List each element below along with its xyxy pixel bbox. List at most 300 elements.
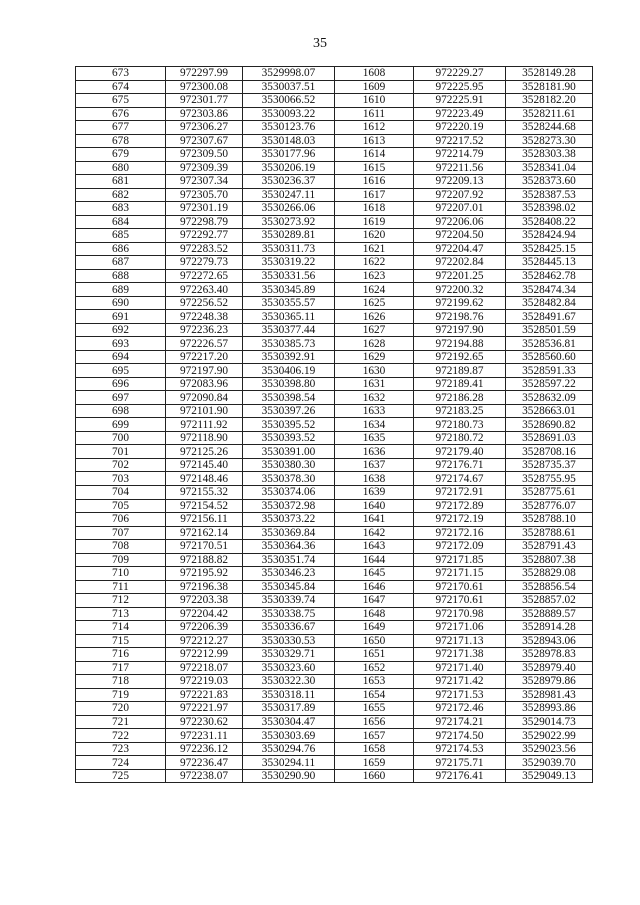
table-row [76,283,593,297]
x-coordinate-right-cell: 972207.92 [414,188,506,202]
point-number-right-cell: 1636 [335,445,414,459]
table-row [76,364,593,378]
y-coordinate-left-cell: 3530336.67 [243,621,335,635]
x-coordinate-right-cell: 972199.62 [414,296,506,310]
x-coordinate-right-cell: 972209.13 [414,175,506,189]
point-number-left-cell: 700 [76,431,166,445]
point-number-right-cell: 1610 [335,94,414,108]
point-number-left-cell: 676 [76,107,166,121]
point-number-left-cell: 712 [76,594,166,608]
point-number-right-cell: 1641 [335,513,414,527]
point-number-left-cell: 723 [76,742,166,756]
point-number-right-cell: 1611 [335,107,414,121]
x-coordinate-right-cell: 972171.42 [414,675,506,689]
x-coordinate-right-cell: 972170.98 [414,607,506,621]
y-coordinate-right-cell: 3528981.43 [506,688,593,702]
point-number-right-cell: 1634 [335,418,414,432]
table-row [76,756,593,770]
point-number-right-cell: 1637 [335,458,414,472]
x-coordinate-left-cell: 972111.92 [166,418,243,432]
x-coordinate-left-cell: 972309.50 [166,148,243,162]
table-row [76,323,593,337]
point-number-right-cell: 1619 [335,215,414,229]
point-number-left-cell: 683 [76,202,166,216]
table-row [76,688,593,702]
table-row [76,526,593,540]
x-coordinate-left-cell: 972309.39 [166,161,243,175]
y-coordinate-right-cell: 3528387.53 [506,188,593,202]
y-coordinate-left-cell: 3530398.54 [243,391,335,405]
table-row [76,161,593,175]
y-coordinate-left-cell: 3530290.90 [243,769,335,783]
x-coordinate-left-cell: 972162.14 [166,526,243,540]
y-coordinate-left-cell: 3530294.11 [243,756,335,770]
y-coordinate-right-cell: 3528755.95 [506,472,593,486]
point-number-right-cell: 1643 [335,540,414,554]
x-coordinate-right-cell: 972174.50 [414,729,506,743]
point-number-left-cell: 714 [76,621,166,635]
y-coordinate-right-cell: 3529039.70 [506,756,593,770]
coordinates-table-body [76,67,593,783]
point-number-left-cell: 720 [76,702,166,716]
y-coordinate-left-cell: 3530331.56 [243,269,335,283]
x-coordinate-right-cell: 972200.32 [414,283,506,297]
x-coordinate-right-cell: 972175.71 [414,756,506,770]
table-row [76,580,593,594]
x-coordinate-left-cell: 972307.34 [166,175,243,189]
y-coordinate-right-cell: 3528691.03 [506,431,593,445]
x-coordinate-left-cell: 972217.20 [166,350,243,364]
point-number-left-cell: 725 [76,769,166,783]
point-number-left-cell: 679 [76,148,166,162]
x-coordinate-right-cell: 972174.53 [414,742,506,756]
y-coordinate-left-cell: 3530177.96 [243,148,335,162]
point-number-left-cell: 698 [76,404,166,418]
x-coordinate-left-cell: 972195.92 [166,567,243,581]
point-number-right-cell: 1624 [335,283,414,297]
point-number-left-cell: 709 [76,553,166,567]
y-coordinate-right-cell: 3528373.60 [506,175,593,189]
y-coordinate-right-cell: 3528597.22 [506,377,593,391]
point-number-left-cell: 699 [76,418,166,432]
point-number-right-cell: 1626 [335,310,414,324]
x-coordinate-left-cell: 972156.11 [166,513,243,527]
table-row [76,621,593,635]
x-coordinate-left-cell: 972272.65 [166,269,243,283]
table-row [76,215,593,229]
x-coordinate-right-cell: 972170.61 [414,580,506,594]
point-number-left-cell: 685 [76,229,166,243]
point-number-left-cell: 692 [76,323,166,337]
x-coordinate-right-cell: 972171.13 [414,634,506,648]
table-row [76,742,593,756]
table-row [76,594,593,608]
point-number-right-cell: 1646 [335,580,414,594]
y-coordinate-right-cell: 3528856.54 [506,580,593,594]
y-coordinate-right-cell: 3528474.34 [506,283,593,297]
point-number-left-cell: 675 [76,94,166,108]
point-number-left-cell: 702 [76,458,166,472]
x-coordinate-left-cell: 972206.39 [166,621,243,635]
y-coordinate-left-cell: 3530378.30 [243,472,335,486]
y-coordinate-left-cell: 3530345.84 [243,580,335,594]
point-number-left-cell: 705 [76,499,166,513]
y-coordinate-right-cell: 3528211.61 [506,107,593,121]
point-number-left-cell: 724 [76,756,166,770]
y-coordinate-right-cell: 3528788.10 [506,513,593,527]
point-number-left-cell: 688 [76,269,166,283]
x-coordinate-right-cell: 972229.27 [414,67,506,81]
point-number-right-cell: 1645 [335,567,414,581]
table-row [76,567,593,581]
x-coordinate-left-cell: 972236.23 [166,323,243,337]
y-coordinate-right-cell: 3528663.01 [506,404,593,418]
point-number-left-cell: 722 [76,729,166,743]
x-coordinate-right-cell: 972176.71 [414,458,506,472]
table-row [76,418,593,432]
x-coordinate-right-cell: 972171.38 [414,648,506,662]
x-coordinate-right-cell: 972172.19 [414,513,506,527]
y-coordinate-right-cell: 3528807.38 [506,553,593,567]
table-row [76,499,593,513]
x-coordinate-right-cell: 972192.65 [414,350,506,364]
table-row [76,702,593,716]
x-coordinate-right-cell: 972180.73 [414,418,506,432]
point-number-left-cell: 682 [76,188,166,202]
x-coordinate-right-cell: 972179.40 [414,445,506,459]
y-coordinate-right-cell: 3528857.02 [506,594,593,608]
point-number-right-cell: 1620 [335,229,414,243]
y-coordinate-left-cell: 3530206.19 [243,161,335,175]
x-coordinate-right-cell: 972225.95 [414,80,506,94]
y-coordinate-right-cell: 3528829.08 [506,567,593,581]
point-number-left-cell: 706 [76,513,166,527]
x-coordinate-right-cell: 972172.09 [414,540,506,554]
point-number-right-cell: 1616 [335,175,414,189]
y-coordinate-left-cell: 3530385.73 [243,337,335,351]
point-number-left-cell: 708 [76,540,166,554]
x-coordinate-left-cell: 972204.42 [166,607,243,621]
point-number-left-cell: 691 [76,310,166,324]
x-coordinate-left-cell: 972170.51 [166,540,243,554]
y-coordinate-right-cell: 3528244.68 [506,121,593,135]
table-row [76,310,593,324]
point-number-right-cell: 1627 [335,323,414,337]
x-coordinate-left-cell: 972154.52 [166,499,243,513]
x-coordinate-right-cell: 972217.52 [414,134,506,148]
x-coordinate-left-cell: 972297.99 [166,67,243,81]
point-number-right-cell: 1640 [335,499,414,513]
x-coordinate-right-cell: 972206.06 [414,215,506,229]
point-number-right-cell: 1608 [335,67,414,81]
y-coordinate-left-cell: 3530355.57 [243,296,335,310]
table-row [76,134,593,148]
x-coordinate-left-cell: 972303.86 [166,107,243,121]
table-row [76,661,593,675]
y-coordinate-left-cell: 3530365.11 [243,310,335,324]
x-coordinate-left-cell: 972236.12 [166,742,243,756]
point-number-right-cell: 1659 [335,756,414,770]
point-number-right-cell: 1623 [335,269,414,283]
y-coordinate-right-cell: 3528708.16 [506,445,593,459]
y-coordinate-left-cell: 3530037.51 [243,80,335,94]
point-number-left-cell: 697 [76,391,166,405]
point-number-right-cell: 1614 [335,148,414,162]
y-coordinate-left-cell: 3530123.76 [243,121,335,135]
x-coordinate-left-cell: 972221.83 [166,688,243,702]
x-coordinate-left-cell: 972236.47 [166,756,243,770]
y-coordinate-right-cell: 3528791.43 [506,540,593,554]
y-coordinate-right-cell: 3528560.60 [506,350,593,364]
x-coordinate-left-cell: 972226.57 [166,337,243,351]
x-coordinate-left-cell: 972197.90 [166,364,243,378]
point-number-left-cell: 711 [76,580,166,594]
x-coordinate-right-cell: 972197.90 [414,323,506,337]
x-coordinate-right-cell: 972194.88 [414,337,506,351]
y-coordinate-left-cell: 3530322.30 [243,675,335,689]
y-coordinate-left-cell: 3530247.11 [243,188,335,202]
point-number-right-cell: 1639 [335,485,414,499]
point-number-right-cell: 1653 [335,675,414,689]
point-number-right-cell: 1618 [335,202,414,216]
x-coordinate-left-cell: 972306.27 [166,121,243,135]
y-coordinate-left-cell: 3530266.06 [243,202,335,216]
point-number-left-cell: 718 [76,675,166,689]
x-coordinate-left-cell: 972203.38 [166,594,243,608]
table-row [76,472,593,486]
table-row [76,769,593,783]
y-coordinate-right-cell: 3528978.83 [506,648,593,662]
point-number-right-cell: 1609 [335,80,414,94]
x-coordinate-left-cell: 972101.90 [166,404,243,418]
table-row [76,188,593,202]
y-coordinate-left-cell: 3530373.22 [243,513,335,527]
point-number-right-cell: 1642 [335,526,414,540]
x-coordinate-right-cell: 972225.91 [414,94,506,108]
y-coordinate-left-cell: 3530392.91 [243,350,335,364]
x-coordinate-left-cell: 972218.07 [166,661,243,675]
y-coordinate-right-cell: 3528979.86 [506,675,593,689]
point-number-left-cell: 701 [76,445,166,459]
x-coordinate-right-cell: 972180.72 [414,431,506,445]
point-number-left-cell: 696 [76,377,166,391]
x-coordinate-left-cell: 972212.27 [166,634,243,648]
y-coordinate-right-cell: 3528979.40 [506,661,593,675]
x-coordinate-left-cell: 972292.77 [166,229,243,243]
table-row [76,675,593,689]
x-coordinate-right-cell: 972186.28 [414,391,506,405]
table-row [76,337,593,351]
point-number-right-cell: 1651 [335,648,414,662]
table-row [76,107,593,121]
point-number-left-cell: 715 [76,634,166,648]
point-number-right-cell: 1657 [335,729,414,743]
x-coordinate-left-cell: 972188.82 [166,553,243,567]
y-coordinate-left-cell: 3530304.47 [243,715,335,729]
y-coordinate-left-cell: 3529998.07 [243,67,335,81]
x-coordinate-left-cell: 972263.40 [166,283,243,297]
x-coordinate-left-cell: 972221.97 [166,702,243,716]
x-coordinate-right-cell: 972189.41 [414,377,506,391]
table-row [76,229,593,243]
point-number-right-cell: 1633 [335,404,414,418]
x-coordinate-left-cell: 972305.70 [166,188,243,202]
y-coordinate-right-cell: 3528735.37 [506,458,593,472]
y-coordinate-right-cell: 3528776.07 [506,499,593,513]
y-coordinate-right-cell: 3528398.02 [506,202,593,216]
point-number-left-cell: 721 [76,715,166,729]
table-row [76,296,593,310]
point-number-left-cell: 678 [76,134,166,148]
y-coordinate-left-cell: 3530236.37 [243,175,335,189]
table-row [76,445,593,459]
y-coordinate-right-cell: 3528690.82 [506,418,593,432]
point-number-right-cell: 1655 [335,702,414,716]
y-coordinate-right-cell: 3528889.57 [506,607,593,621]
point-number-right-cell: 1625 [335,296,414,310]
point-number-right-cell: 1630 [335,364,414,378]
point-number-right-cell: 1656 [335,715,414,729]
table-row [76,148,593,162]
y-coordinate-right-cell: 3528632.09 [506,391,593,405]
x-coordinate-right-cell: 972211.56 [414,161,506,175]
y-coordinate-right-cell: 3528914.28 [506,621,593,635]
table-row [76,431,593,445]
x-coordinate-right-cell: 972189.87 [414,364,506,378]
y-coordinate-left-cell: 3530338.75 [243,607,335,621]
point-number-right-cell: 1628 [335,337,414,351]
x-coordinate-left-cell: 972090.84 [166,391,243,405]
point-number-right-cell: 1649 [335,621,414,635]
y-coordinate-right-cell: 3528775.61 [506,485,593,499]
x-coordinate-right-cell: 972172.89 [414,499,506,513]
point-number-right-cell: 1650 [335,634,414,648]
point-number-right-cell: 1638 [335,472,414,486]
y-coordinate-right-cell: 3528273.30 [506,134,593,148]
table-row [76,80,593,94]
point-number-left-cell: 713 [76,607,166,621]
point-number-left-cell: 717 [76,661,166,675]
y-coordinate-right-cell: 3528482.84 [506,296,593,310]
y-coordinate-left-cell: 3530311.73 [243,242,335,256]
point-number-right-cell: 1621 [335,242,414,256]
x-coordinate-left-cell: 972118.90 [166,431,243,445]
y-coordinate-right-cell: 3528462.78 [506,269,593,283]
x-coordinate-right-cell: 972214.79 [414,148,506,162]
y-coordinate-left-cell: 3530329.71 [243,648,335,662]
x-coordinate-right-cell: 972174.67 [414,472,506,486]
y-coordinate-right-cell: 3528303.38 [506,148,593,162]
point-number-right-cell: 1629 [335,350,414,364]
y-coordinate-left-cell: 3530330.53 [243,634,335,648]
x-coordinate-left-cell: 972301.77 [166,94,243,108]
point-number-right-cell: 1612 [335,121,414,135]
y-coordinate-right-cell: 3528181.90 [506,80,593,94]
y-coordinate-left-cell: 3530397.26 [243,404,335,418]
x-coordinate-left-cell: 972301.19 [166,202,243,216]
point-number-left-cell: 689 [76,283,166,297]
point-number-left-cell: 704 [76,485,166,499]
table-row [76,458,593,472]
x-coordinate-left-cell: 972196.38 [166,580,243,594]
table-row [76,377,593,391]
y-coordinate-left-cell: 3530289.81 [243,229,335,243]
y-coordinate-right-cell: 3528591.33 [506,364,593,378]
point-number-right-cell: 1654 [335,688,414,702]
y-coordinate-left-cell: 3530372.98 [243,499,335,513]
point-number-right-cell: 1652 [335,661,414,675]
y-coordinate-left-cell: 3530303.69 [243,729,335,743]
x-coordinate-right-cell: 972176.41 [414,769,506,783]
y-coordinate-left-cell: 3530398.80 [243,377,335,391]
x-coordinate-left-cell: 972145.40 [166,458,243,472]
x-coordinate-right-cell: 972170.61 [414,594,506,608]
coordinates-table [75,66,593,783]
x-coordinate-left-cell: 972083.96 [166,377,243,391]
table-row [76,607,593,621]
y-coordinate-right-cell: 3528788.61 [506,526,593,540]
x-coordinate-right-cell: 972223.49 [414,107,506,121]
x-coordinate-left-cell: 972307.67 [166,134,243,148]
point-number-left-cell: 673 [76,67,166,81]
y-coordinate-right-cell: 3529014.73 [506,715,593,729]
point-number-right-cell: 1660 [335,769,414,783]
table-row [76,94,593,108]
page-number: 35 [313,36,327,51]
point-number-right-cell: 1647 [335,594,414,608]
y-coordinate-right-cell: 3528445.13 [506,256,593,270]
point-number-left-cell: 716 [76,648,166,662]
point-number-left-cell: 690 [76,296,166,310]
y-coordinate-right-cell: 3528424.94 [506,229,593,243]
y-coordinate-right-cell: 3529023.56 [506,742,593,756]
y-coordinate-right-cell: 3528491.67 [506,310,593,324]
x-coordinate-right-cell: 972207.01 [414,202,506,216]
point-number-left-cell: 719 [76,688,166,702]
y-coordinate-left-cell: 3530393.52 [243,431,335,445]
x-coordinate-left-cell: 972148.46 [166,472,243,486]
y-coordinate-left-cell: 3530148.03 [243,134,335,148]
point-number-right-cell: 1635 [335,431,414,445]
point-number-left-cell: 681 [76,175,166,189]
y-coordinate-right-cell: 3528993.86 [506,702,593,716]
y-coordinate-left-cell: 3530093.22 [243,107,335,121]
point-number-right-cell: 1615 [335,161,414,175]
x-coordinate-right-cell: 972171.53 [414,688,506,702]
point-number-right-cell: 1613 [335,134,414,148]
table-row [76,404,593,418]
table-row [76,121,593,135]
table-row [76,391,593,405]
x-coordinate-left-cell: 972238.07 [166,769,243,783]
x-coordinate-left-cell: 972298.79 [166,215,243,229]
point-number-right-cell: 1658 [335,742,414,756]
y-coordinate-right-cell: 3528501.59 [506,323,593,337]
table-row [76,269,593,283]
x-coordinate-right-cell: 972171.15 [414,567,506,581]
y-coordinate-left-cell: 3530323.60 [243,661,335,675]
y-coordinate-right-cell: 3528408.22 [506,215,593,229]
x-coordinate-left-cell: 972219.03 [166,675,243,689]
y-coordinate-right-cell: 3529022.99 [506,729,593,743]
table-row [76,350,593,364]
y-coordinate-left-cell: 3530351.74 [243,553,335,567]
x-coordinate-right-cell: 972174.21 [414,715,506,729]
y-coordinate-left-cell: 3530391.00 [243,445,335,459]
x-coordinate-right-cell: 972201.25 [414,269,506,283]
x-coordinate-right-cell: 972172.91 [414,485,506,499]
point-number-right-cell: 1622 [335,256,414,270]
